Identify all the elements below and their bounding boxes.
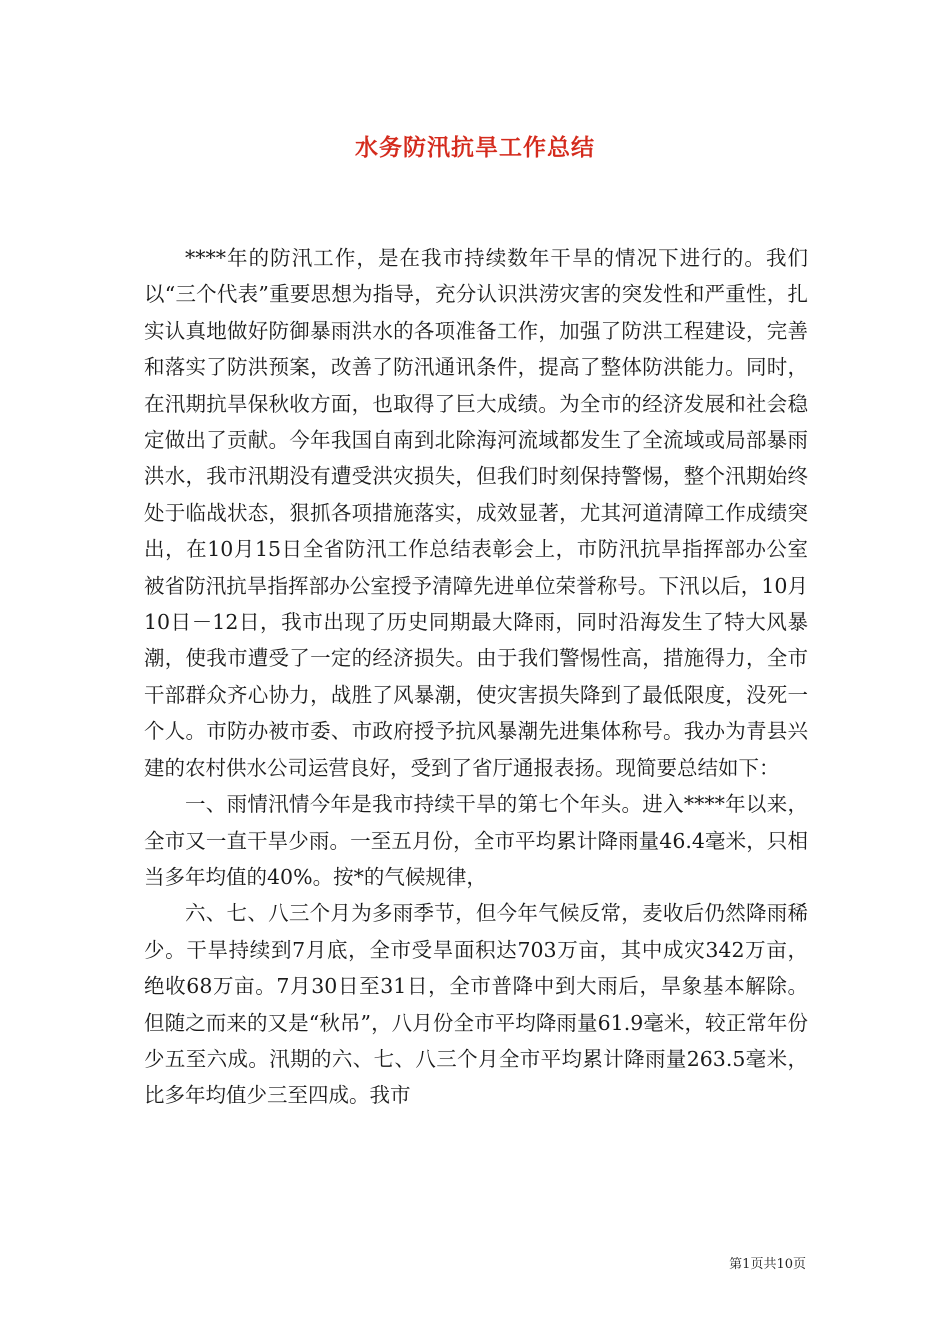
page-number-footer: 第1页共10页 — [729, 1257, 806, 1272]
document-body — [144, 240, 808, 1114]
paragraph-intro: ****年的防汛工作，是在我市持续数年干旱的情况下进行的。我们以“三个代表”重要思想为指导，充分认识洪涝灾害的突发性和严重性，扎实认真地做好防御暴雨洪水的各项准备工作，加强了防洪工程建设，完善和落实了防洪预案，改善了防汛通讯条件，提高了整体防洪能力。同时，在汛期抗旱保秋收方面，也取得了巨大成绩。为全市的经济发展和社会稳定做出了贡献。今年我国自南到北除海河流域都发生了全流域或局部暴雨洪水，我市汛期没有遭受洪灾损失，但我们时刻保持警惕，整个汛期始终处于临战状态，狠抓各项措施落实，成效显著，尤其河道清障工作成绩突出，在10月15日全省防汛工作总结表彰会上，市防汛抗旱指挥部办公室被省防汛抗旱指挥部办公室授予清障先进单位荣誉称号。下汛以后，10月10日－12日，我市出现了历史同期最大降雨，同时沿海发生了特大风暴潮，使我市遭受了一定的经济损失。由于我们警惕性高，措施得力，全市干部群众齐心协力，战胜了风暴潮，使灾害损失降到了最低限度，没死一个人。市防办被市委、市政府授予抗风暴潮先进集体称号。我办为青县兴建的农村供水公司运营良好，受到了省厅通报表扬。现简要总结如下： — [144, 246, 808, 780]
paragraph-rain-situation: 一、雨情汛情今年是我市持续干旱的第七个年头。进入****年以来，全市又一直干旱少雨。一至五月份，全市平均累计降雨量46.4毫米，只相当多年均值的40%。按*的气候规律， — [144, 792, 808, 889]
paragraph-rainy-season: 六、七、八三个月为多雨季节，但今年气候反常，麦收后仍然降雨稀少。干旱持续到7月底，全市受旱面积达703万亩，其中成灾342万亩，绝收68万亩。7月30日至31日，全市普降中到大雨后，旱象基本解除。但随之而来的又是“秋吊”，八月份全市平均降雨量61.9毫米，较正常年份少五至六成。汛期的六、七、八三个月全市平均累计降雨量263.5毫米，比多年均值少三至四成。我市 — [144, 901, 808, 1108]
document-title: 水务防汛抗旱工作总结 — [355, 134, 595, 161]
